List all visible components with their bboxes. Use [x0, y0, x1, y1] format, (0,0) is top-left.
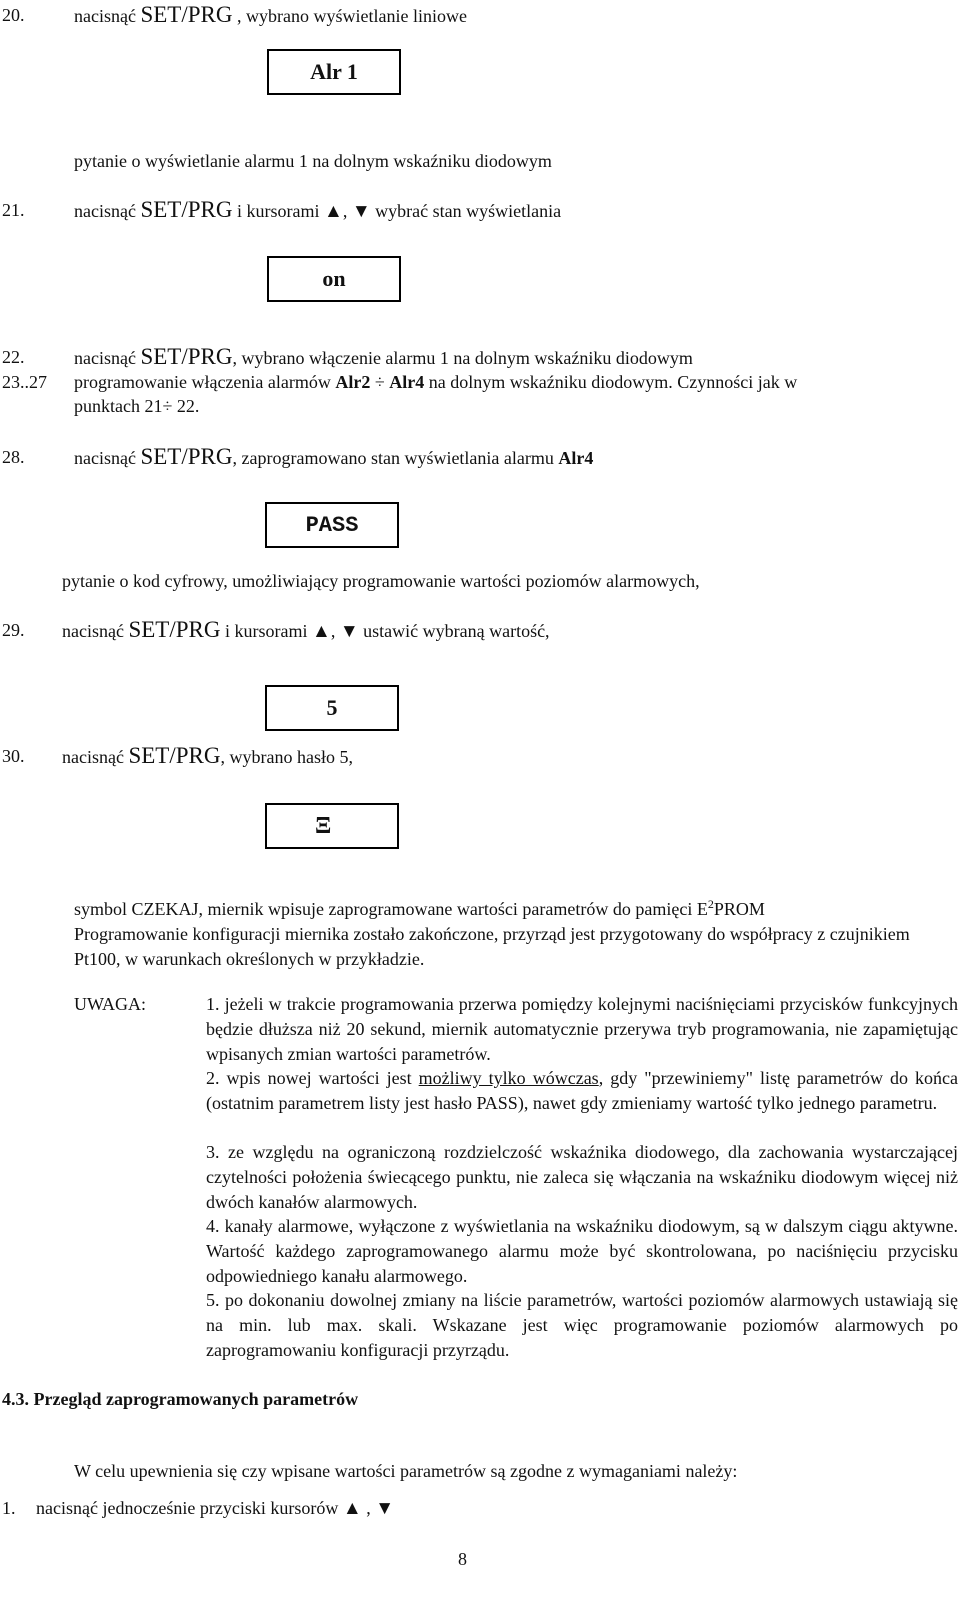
- arrow-down-icon: ▼: [339, 621, 359, 642]
- step-20: 20. nacisnąć SET/PRG , wybrano wyświetlanie liniowe: [2, 2, 467, 27]
- note-4: 4. kanały alarmowe, wyłączone z wyświetlania na wskaźniku diodowym, są w dalszym ciągu aktywne. Wartość każdego zaprogramowanego alarmu może być skontrolowana, po naciśnięciu przycisku odpowiedniego kanału alarmowego.: [206, 1216, 958, 1286]
- step-28: 28. nacisnąć SET/PRG, zaprogramowano stan wyświetlania alarmu Alr4: [2, 444, 594, 469]
- arrow-up-icon: ▲: [312, 621, 331, 642]
- display-box-pass: PASS: [265, 502, 399, 548]
- question-alarm1: pytanie o wyświetlanie alarmu 1 na dolnym wskaźniku diodowym: [74, 151, 552, 171]
- note-5: 5. po dokonaniu dowolnej zmiany na liście parametrów, wartości poziomów alarmowych ustawiają się na min. lub max. skali. Wskazane jest więc programowanie poziomów alarmowych po zaprogramowaniu konfiguracji przyrządu.: [206, 1290, 958, 1360]
- display-box-wait: [265, 803, 399, 849]
- step-29: 29. nacisnąć SET/PRG i kursorami ▲, ▼ ustawić wybraną wartość,: [2, 617, 550, 642]
- step-30: 30. nacisnąć SET/PRG, wybrano hasło 5,: [2, 743, 353, 768]
- page-number: 8: [458, 1549, 467, 1569]
- note-1: 1. jeżeli w trakcie programowania przerwa pomiędzy kolejnymi naciśnięciami przycisków funkcyjnych będzie dłuższa niż 20 sekund, miernik automatycznie przerywa tryb programowania, nie zapamiętując wpisanych zmian wartości parametrów.: [206, 994, 958, 1064]
- intro-text: W celu upewnienia się czy wpisane wartości parametrów są zgodne z wymaganiami należy:: [74, 1461, 738, 1481]
- display-box-5: 5: [265, 685, 399, 731]
- display-box-alr1: Alr 1: [267, 49, 401, 95]
- wait-symbol-icon: Ξ: [315, 812, 332, 839]
- display-box-on: on: [267, 256, 401, 302]
- arrow-up-icon: ▲: [342, 1498, 362, 1519]
- arrow-up-icon: ▲: [324, 201, 343, 222]
- note-2: 2. wpis nowej wartości jest możliwy tylko wówczas, gdy "przewiniemy" listę parametrów do końca (ostatnim parametrem listy jest hasło PASS), nawet gdy zmieniamy wartość tylko jednego parametru.: [206, 1068, 959, 1113]
- arrow-down-icon: ▼: [375, 1498, 395, 1519]
- step-21: 21. nacisnąć SET/PRG i kursorami ▲, ▼ wybrać stan wyświetlania: [2, 197, 562, 222]
- arrow-down-icon: ▼: [351, 201, 371, 222]
- question-code: pytanie o kod cyfrowy, umożliwiający programowanie wartości poziomów alarmowych,: [62, 571, 700, 591]
- step-22: 22. nacisnąć SET/PRG, wybrano włączenie alarmu 1 na dolnym wskaźniku diodowym: [2, 344, 693, 369]
- paragraph-wait: symbol CZEKAJ, miernik wpisuje zaprogramowane wartości parametrów do pamięci $E^2PROM$ Programowanie konfiguracji miernika zostało zakończone, przyrząd jest przygotowany do współpracy z czujnikiem Pt100, w warunkach określonych w przykładzie.: [74, 897, 910, 969]
- step-23-27: 23..27 programowanie włączenia alarmów Alr2 ÷ Alr4 na dolnym wskaźniku diodowym. Czynności jak w: [2, 372, 798, 392]
- section-heading: 4.3. Przegląd zaprogramowanych parametrów: [2, 1389, 359, 1409]
- step-1: 1. nacisnąć jednocześnie przyciski kursorów ▲ , ▼: [2, 1498, 395, 1519]
- step-23-27-line2: punktach 21÷ 22.: [74, 396, 200, 416]
- uwaga-label: UWAGA:: [74, 994, 146, 1014]
- note-3: 3. ze względu na ograniczoną rozdzielczość wskaźnika diodowego, dla zachowania wystarczającej czytelności położenia świecącego punktu, nie zaleca się włączania na wskaźniku diodowym więcej niż dwóch kanałów alarmowych.: [206, 1142, 958, 1212]
